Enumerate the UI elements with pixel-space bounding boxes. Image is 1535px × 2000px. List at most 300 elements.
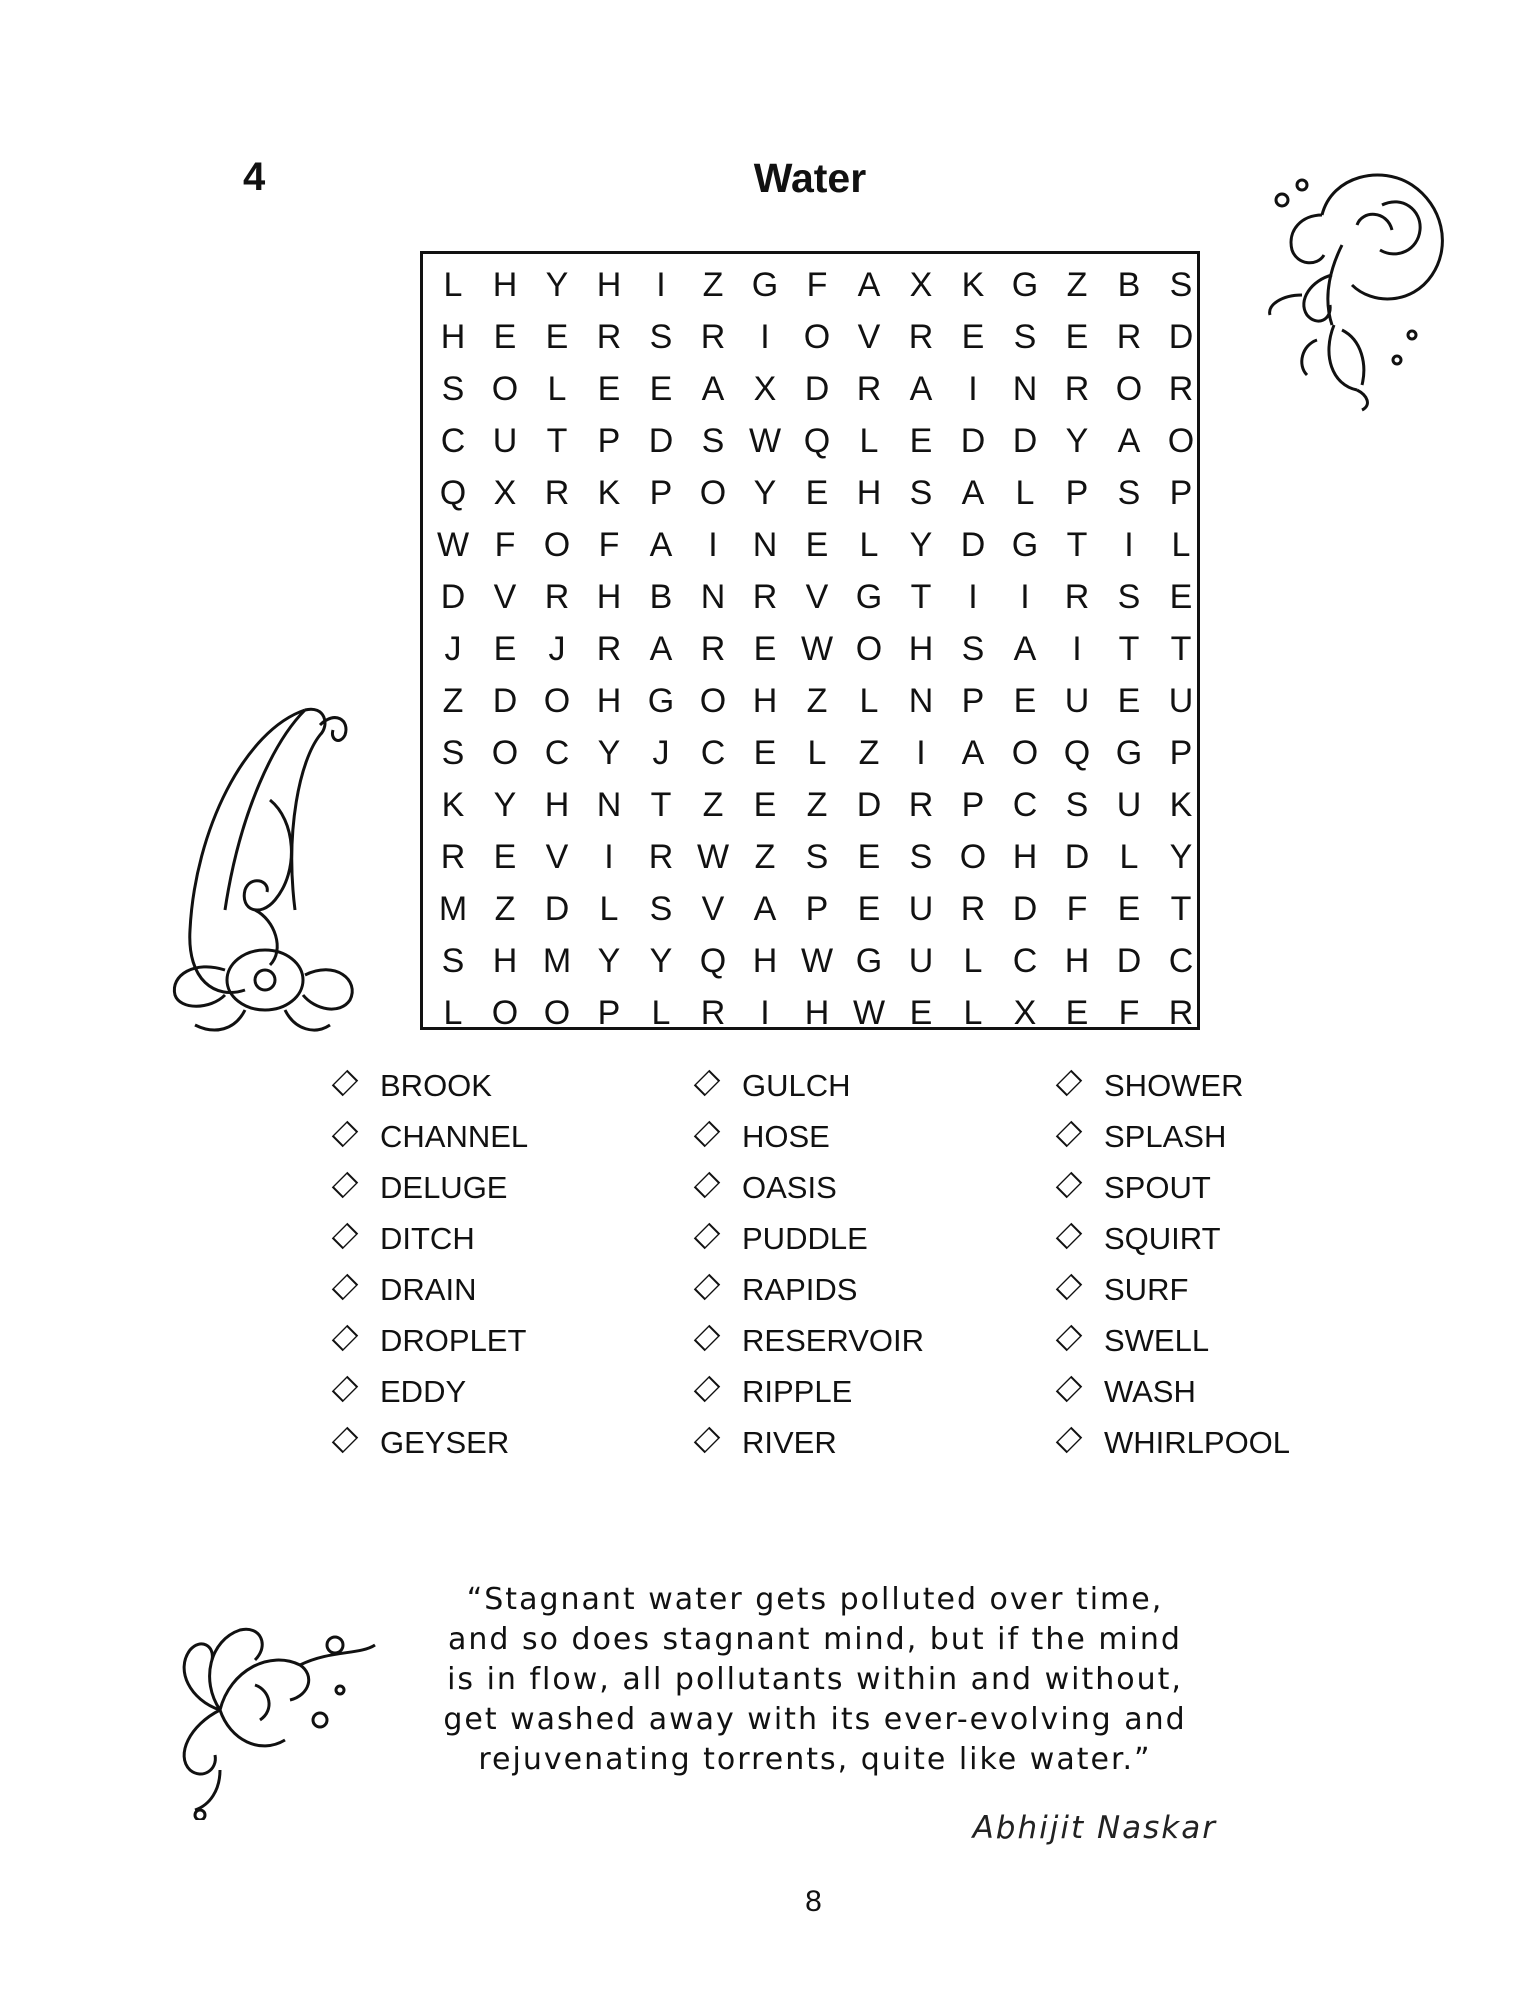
grid-letter: Q [1063, 734, 1091, 772]
grid-letter: E [805, 526, 829, 564]
grid-letter: Y [649, 942, 673, 980]
word-label: DITCH [380, 1221, 475, 1256]
grid-letter: W [436, 526, 470, 564]
word-label: BROOK [380, 1068, 492, 1103]
grid-letter: E [493, 318, 517, 356]
grid-letter: L [651, 994, 671, 1032]
word-label: WHIRLPOOL [1104, 1425, 1291, 1460]
diamond-icon [694, 1172, 720, 1198]
grid-letter: G [1115, 734, 1143, 772]
word-column [1044, 1060, 1290, 1468]
grid-letter: O [491, 734, 519, 772]
word-item [1044, 1162, 1290, 1213]
grid-letter: R [752, 578, 778, 616]
grid-letter: L [859, 422, 879, 460]
paisley-flower-icon [155, 680, 365, 1040]
word-label: SQUIRT [1104, 1221, 1221, 1256]
grid-letter: U [908, 890, 934, 928]
word-label: RAPIDS [742, 1272, 858, 1307]
grid-letter: H [596, 578, 622, 616]
grid-letter: R [544, 578, 570, 616]
word-item [682, 1213, 924, 1264]
grid-letter: L [443, 266, 463, 304]
word-label: RESERVOIR [742, 1323, 925, 1358]
grid-letter: D [492, 682, 518, 720]
grid-letter: D [960, 526, 986, 564]
word-item [320, 1315, 528, 1366]
grid-letter: L [859, 682, 879, 720]
grid-letter: X [1013, 994, 1037, 1032]
grid-letter: N [1012, 370, 1038, 408]
word-list [0, 1060, 1535, 1480]
grid-letter: Z [1066, 266, 1088, 304]
grid-letter: N [700, 578, 726, 616]
grid-letter: T [1118, 630, 1140, 668]
quote-line: get washed away with its ever-evolving and [443, 1702, 1187, 1737]
diamond-icon [332, 1223, 358, 1249]
word-label: RIPPLE [742, 1374, 853, 1409]
grid-letter: X [753, 370, 777, 408]
grid-letter: I [760, 318, 770, 356]
grid-letter: G [751, 266, 779, 304]
henna-fan-flower-icon [160, 1590, 390, 1820]
grid-letter: P [1169, 474, 1193, 512]
grid-letter: L [963, 994, 983, 1032]
word-label: RIVER [742, 1425, 837, 1460]
grid-letter: O [699, 682, 727, 720]
diamond-icon [332, 1121, 358, 1147]
grid-letter: Y [597, 942, 621, 980]
grid-letter: A [649, 526, 673, 564]
grid-letter: U [1168, 682, 1194, 720]
diamond-icon [1056, 1121, 1082, 1147]
grid-letter: V [493, 578, 517, 616]
grid-letter: R [700, 630, 726, 668]
grid-letter: R [596, 630, 622, 668]
diamond-icon [1056, 1274, 1082, 1300]
grid-letter: H [752, 682, 778, 720]
grid-letter: T [546, 422, 568, 460]
quote-line: “Stagnant water gets polluted over time, [466, 1582, 1164, 1617]
grid-letter: S [649, 318, 673, 356]
grid-letter: E [857, 838, 881, 876]
grid-letter: S [909, 474, 933, 512]
grid-letter: G [647, 682, 675, 720]
grid-letter: Y [1169, 838, 1193, 876]
grid-letter: R [596, 318, 622, 356]
word-item [1044, 1315, 1290, 1366]
word-item [682, 1162, 924, 1213]
grid-letter: V [857, 318, 881, 356]
word-item [1044, 1213, 1290, 1264]
grid-letter: B [1117, 266, 1141, 304]
word-label: DROPLET [380, 1323, 527, 1358]
grid-letter: A [961, 734, 985, 772]
grid-letter: P [1169, 734, 1193, 772]
grid-letter: X [909, 266, 933, 304]
grid-letter: Y [545, 266, 569, 304]
grid-letter: O [1011, 734, 1039, 772]
grid-letter: H [908, 630, 934, 668]
grid-letter: S [961, 630, 985, 668]
grid-letter: E [805, 474, 829, 512]
grid-letter: S [441, 370, 465, 408]
grid-letter: L [1171, 526, 1191, 564]
grid-letter: O [959, 838, 987, 876]
grid-letter: A [909, 370, 933, 408]
quote-line: is in flow, all pollutants within and without, [447, 1662, 1183, 1697]
grid-letter: H [596, 682, 622, 720]
grid-letter: E [493, 838, 517, 876]
puzzle-title: Water [753, 155, 867, 201]
grid-letter: E [909, 422, 933, 460]
grid-letter: Z [754, 838, 776, 876]
diamond-icon [332, 1172, 358, 1198]
diamond-icon [332, 1274, 358, 1300]
grid-letter: W [748, 422, 782, 460]
diamond-icon [694, 1223, 720, 1249]
grid-letter: E [545, 318, 569, 356]
grid-letter: E [493, 630, 517, 668]
diamond-icon [694, 1325, 720, 1351]
word-item [320, 1264, 528, 1315]
grid-letter: S [701, 422, 725, 460]
grid-letter: I [760, 994, 770, 1032]
word-label: SPLASH [1104, 1119, 1227, 1154]
grid-letter: C [544, 734, 570, 772]
grid-letter: O [543, 682, 571, 720]
grid-letter: O [543, 526, 571, 564]
word-label: SWELL [1104, 1323, 1210, 1358]
grid-letter: T [650, 786, 672, 824]
puzzle-number: 4 [243, 155, 266, 199]
grid-letter: R [1168, 370, 1194, 408]
grid-letter: R [856, 370, 882, 408]
word-label: OASIS [742, 1170, 837, 1205]
grid-letter: R [544, 474, 570, 512]
grid-letter: H [596, 266, 622, 304]
diamond-icon [1056, 1223, 1082, 1249]
grid-letter: H [856, 474, 882, 512]
grid-letter: I [1072, 630, 1082, 668]
grid-letter: L [963, 942, 983, 980]
grid-letter: C [1012, 786, 1038, 824]
word-item [682, 1060, 924, 1111]
grid-letter: C [700, 734, 726, 772]
grid-letter: G [855, 578, 883, 616]
grid-letter: A [1013, 630, 1037, 668]
word-label: CHANNEL [380, 1119, 529, 1154]
grid-letter: F [494, 526, 516, 564]
word-item [320, 1162, 528, 1213]
word-label: SPOUT [1104, 1170, 1211, 1205]
grid-letter: A [753, 890, 777, 928]
grid-letter: Y [1065, 422, 1089, 460]
grid-letter: D [1168, 318, 1194, 356]
diamond-icon [332, 1325, 358, 1351]
diamond-icon [694, 1376, 720, 1402]
word-item [320, 1060, 528, 1111]
grid-letter: H [752, 942, 778, 980]
diamond-icon [332, 1427, 358, 1453]
grid-letter: O [803, 318, 831, 356]
diamond-icon [1056, 1172, 1082, 1198]
grid-letter: J [444, 630, 462, 668]
grid-letter: P [961, 682, 985, 720]
word-item [1044, 1264, 1290, 1315]
grid-letter: E [1065, 994, 1089, 1032]
grid-letter: V [805, 578, 829, 616]
word-item [682, 1111, 924, 1162]
grid-letter: G [1011, 266, 1039, 304]
grid-letter: Z [806, 682, 828, 720]
grid-letter: T [1170, 630, 1192, 668]
word-item [320, 1417, 528, 1468]
grid-letter: D [856, 786, 882, 824]
word-item [320, 1213, 528, 1264]
diamond-icon [694, 1070, 720, 1096]
grid-letter: H [544, 786, 570, 824]
grid-letter: D [1064, 838, 1090, 876]
grid-letter: E [1117, 682, 1141, 720]
grid-letter: E [597, 370, 621, 408]
grid-letter: E [753, 734, 777, 772]
grid-letter: M [542, 942, 572, 980]
grid-letter: S [649, 890, 673, 928]
grid-letter: I [968, 370, 978, 408]
grid-letter: C [1012, 942, 1038, 980]
grid-letter: Z [858, 734, 880, 772]
grid-letter: P [961, 786, 985, 824]
henna-flower-icon [1262, 155, 1462, 415]
grid-letter: C [1168, 942, 1194, 980]
grid-letter: H [492, 266, 518, 304]
grid-letter: S [1117, 578, 1141, 616]
grid-letter: U [492, 422, 518, 460]
grid-letter: A [701, 370, 725, 408]
grid-letter: U [1064, 682, 1090, 720]
word-item [1044, 1366, 1290, 1417]
grid-letter: P [1065, 474, 1089, 512]
grid-letter: F [806, 266, 828, 304]
diamond-icon [1056, 1070, 1082, 1096]
quote-line: and so does stagnant mind, but if the mind [448, 1622, 1182, 1657]
grid-letter: R [648, 838, 674, 876]
grid-letter: Y [753, 474, 777, 512]
grid-letter: U [1116, 786, 1142, 824]
grid-letter: P [597, 422, 621, 460]
word-label: GULCH [742, 1068, 851, 1103]
grid-letter: Z [702, 266, 724, 304]
word-item [682, 1264, 924, 1315]
grid-letter: A [961, 474, 985, 512]
grid-letter: B [649, 578, 673, 616]
word-label: EDDY [380, 1374, 467, 1409]
word-item [320, 1111, 528, 1162]
grid-letter: I [1020, 578, 1030, 616]
quote [410, 1580, 1220, 1780]
grid-letter: E [753, 630, 777, 668]
grid-letter: D [440, 578, 466, 616]
grid-letter: D [544, 890, 570, 928]
diamond-icon [694, 1121, 720, 1147]
quote-author: Abhijit Naskar [972, 1810, 1217, 1846]
grid-letter: K [441, 786, 465, 824]
grid-letter: S [1065, 786, 1089, 824]
grid-letter: M [438, 890, 468, 928]
grid-letter: R [908, 786, 934, 824]
grid-letter: E [1169, 578, 1193, 616]
grid-letter: R [1064, 370, 1090, 408]
grid-letter: E [1013, 682, 1037, 720]
diamond-icon [694, 1274, 720, 1300]
grid-letter: A [1117, 422, 1141, 460]
word-item [682, 1315, 924, 1366]
word-column [682, 1060, 924, 1468]
grid-letter: R [1116, 318, 1142, 356]
grid-letter: L [443, 994, 463, 1032]
grid-letter: S [1117, 474, 1141, 512]
grid-letter: I [708, 526, 718, 564]
grid-letter: F [1066, 890, 1088, 928]
grid-letter: E [1065, 318, 1089, 356]
diamond-icon [1056, 1427, 1082, 1453]
grid-letter: O [1115, 370, 1143, 408]
grid-letter: S [1013, 318, 1037, 356]
grid-letter: D [804, 370, 830, 408]
grid-letter: O [855, 630, 883, 668]
grid-letter: H [1064, 942, 1090, 980]
grid-letter: W [800, 942, 834, 980]
word-item [682, 1417, 924, 1468]
grid-letter: K [961, 266, 985, 304]
grid-letter: O [491, 370, 519, 408]
grid-letter: W [696, 838, 730, 876]
diamond-icon [1056, 1376, 1082, 1402]
word-label: PUDDLE [742, 1221, 868, 1256]
grid-letter: D [1012, 890, 1038, 928]
grid-letter: R [700, 318, 726, 356]
grid-letter: N [908, 682, 934, 720]
grid-letter: Y [493, 786, 517, 824]
grid-letter: A [649, 630, 673, 668]
quote-line: rejuvenating torrents, quite like water.” [478, 1742, 1152, 1777]
grid-letter: E [909, 994, 933, 1032]
grid-letter: L [1015, 474, 1035, 512]
page-number: 8 [805, 1885, 822, 1918]
grid-letter: H [804, 994, 830, 1032]
word-label: DRAIN [380, 1272, 477, 1307]
grid-letter: W [852, 994, 886, 1032]
grid-letter: I [968, 578, 978, 616]
grid-letter: L [1119, 838, 1139, 876]
diamond-icon [1056, 1325, 1082, 1351]
grid-letter: D [960, 422, 986, 460]
grid-letter: I [604, 838, 614, 876]
grid-letter: E [857, 890, 881, 928]
grid-letter: W [800, 630, 834, 668]
word-label: DELUGE [380, 1170, 508, 1205]
grid-letter: P [805, 890, 829, 928]
grid-letter: T [910, 578, 932, 616]
grid-letter: T [1170, 890, 1192, 928]
word-label: GEYSER [380, 1425, 510, 1460]
grid-letter: K [597, 474, 621, 512]
grid-letter: S [805, 838, 829, 876]
grid-letter: P [649, 474, 673, 512]
grid-letter: D [648, 422, 674, 460]
grid-letter: G [1011, 526, 1039, 564]
grid-letter: Y [597, 734, 621, 772]
word-item [1044, 1060, 1290, 1111]
grid-letter: V [701, 890, 725, 928]
grid-letter: Z [442, 682, 464, 720]
grid-letter: Y [909, 526, 933, 564]
grid-letter: Q [699, 942, 727, 980]
grid-letter: I [656, 266, 666, 304]
grid-letter: D [1012, 422, 1038, 460]
grid-letter: H [1012, 838, 1038, 876]
grid-letter: Q [439, 474, 467, 512]
grid-letter: S [441, 942, 465, 980]
grid-letter: S [909, 838, 933, 876]
grid-letter: S [441, 734, 465, 772]
grid-letter: H [440, 318, 466, 356]
grid-letter: A [857, 266, 881, 304]
grid-letter: I [916, 734, 926, 772]
grid-letter: L [547, 370, 567, 408]
grid-letter: G [855, 942, 883, 980]
word-item [1044, 1417, 1290, 1468]
word-item [1044, 1111, 1290, 1162]
word-item [320, 1366, 528, 1417]
grid-letter: R [1168, 994, 1194, 1032]
grid-letter: E [753, 786, 777, 824]
grid-letter: R [960, 890, 986, 928]
grid-letter: L [859, 526, 879, 564]
grid-letter: R [700, 994, 726, 1032]
grid-letter: J [652, 734, 670, 772]
word-label: HOSE [742, 1119, 830, 1154]
word-item [682, 1366, 924, 1417]
grid-letter: E [649, 370, 673, 408]
grid-letter: D [1116, 942, 1142, 980]
grid-letter: F [1118, 994, 1140, 1032]
grid-letter: J [548, 630, 566, 668]
diamond-icon [332, 1376, 358, 1402]
grid-letter: P [597, 994, 621, 1032]
grid-letter: R [440, 838, 466, 876]
word-label: WASH [1104, 1374, 1196, 1409]
diamond-icon [332, 1070, 358, 1096]
grid-letter: O [543, 994, 571, 1032]
grid-letter: L [807, 734, 827, 772]
grid-letter: E [1117, 890, 1141, 928]
grid-letter: R [908, 318, 934, 356]
grid-letter: O [491, 994, 519, 1032]
word-column [320, 1060, 528, 1468]
grid-letter: X [493, 474, 517, 512]
grid-letter: F [598, 526, 620, 564]
grid-letter: Z [806, 786, 828, 824]
grid-letter: L [599, 890, 619, 928]
grid-letter: H [492, 942, 518, 980]
grid-letter: O [1167, 422, 1195, 460]
word-label: SHOWER [1104, 1068, 1244, 1103]
diamond-icon [694, 1427, 720, 1453]
grid-letter: R [1064, 578, 1090, 616]
word-search-grid [420, 251, 1200, 1030]
